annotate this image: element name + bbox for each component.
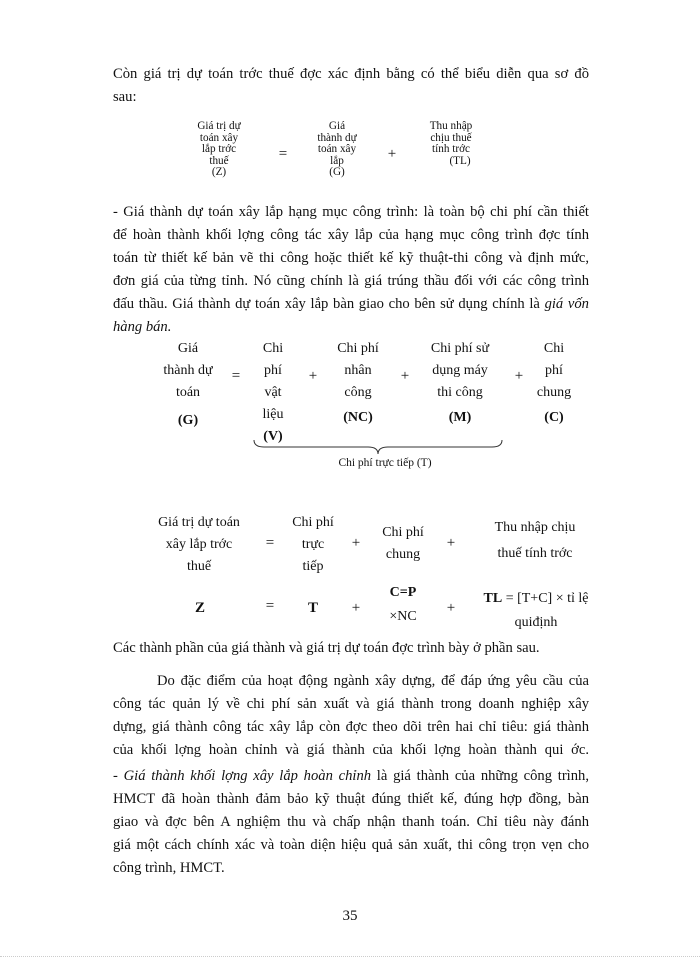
f2-v-line: phí	[264, 363, 282, 378]
f1-g-line: lắp	[330, 154, 344, 167]
f3-tl-line: Thu nhập chịu	[494, 520, 576, 535]
f3-row2-plus-1: +	[351, 600, 361, 616]
f3-row2-equals: =	[265, 598, 275, 614]
f3-c-block	[372, 522, 434, 566]
para3-line-text: là giá thành của những công trình,	[371, 768, 589, 784]
paragraph-3	[113, 765, 589, 880]
f1-z-line: Giá trị dự	[197, 120, 241, 132]
para3-line	[113, 765, 589, 788]
f1-g-line: Giá	[328, 120, 346, 132]
f3-t-line: Chi phí	[292, 515, 334, 530]
f2-plus-3: +	[514, 368, 524, 384]
f2-g-line: thành dự	[163, 363, 213, 378]
f2-m-line: dụng máy	[432, 363, 488, 378]
f1-tl-line: chịu thuế	[430, 131, 472, 144]
page-number: 35	[342, 908, 358, 924]
f3-t-symbol: T	[307, 600, 318, 616]
f2-g-line: Giá	[177, 341, 199, 356]
f3-z-block	[141, 512, 257, 578]
components-line: Các thành phần của giá thành và giá trị dự toán đợc trình bày ở phần sau.	[113, 640, 540, 656]
f3-tl-rest: = [T+C] × tỉ lệ	[502, 591, 589, 606]
f1-tl-line: Thu nhập	[429, 120, 473, 132]
f1-g-line: toán xây	[317, 143, 357, 155]
f2-equals: =	[231, 368, 241, 384]
para1-line-text: đấu thầu. Giá thành dự toán xây lắp bàn giao cho bên sử dụng chính là	[113, 296, 545, 312]
f3-plus-1: +	[351, 535, 361, 551]
f3-tl-formula-line: quiđịnh	[514, 615, 558, 630]
f3-tl-bold: TL	[483, 591, 503, 606]
f2-g-block	[150, 338, 226, 432]
f3-c-formula-line: ×NC	[389, 609, 417, 624]
f1-g-line: (G)	[329, 166, 345, 178]
f2-g-symbol: (G)	[177, 413, 199, 428]
f1-equals: =	[278, 146, 288, 162]
f1-z-block	[184, 121, 254, 179]
para3-line: giao và đợc bên A nghiệm thu và chấp nhận thanh toán. Chỉ tiêu này đánh	[113, 814, 589, 830]
f3-t-block	[283, 512, 343, 578]
f3-tl-line: thuế tính trớc	[497, 546, 573, 561]
paragraph-2	[113, 670, 589, 762]
f2-nc-line: Chi phí	[337, 341, 379, 356]
f2-m-symbol: (M)	[448, 410, 472, 425]
f2-nc-block	[325, 338, 391, 429]
para1-line: toán từ thiết kế bản vẽ thi công hoặc thiết kế kỹ thuật-thi công và định mức,	[113, 250, 589, 266]
f3-tl-block	[475, 517, 595, 565]
para1-italic-text: giá vốn	[544, 296, 589, 312]
f1-z-line: lắp trớc	[201, 143, 237, 155]
f2-v-line: liệu	[262, 407, 284, 422]
f1-z-line: toán xây	[199, 131, 239, 144]
para1-line: để hoàn thành khối lợng công tác xây lắp của hạng mục công trình đợc tính	[113, 227, 589, 243]
f2-v-line: Chi	[262, 341, 284, 356]
f2-m-line: thi công	[437, 385, 483, 400]
f3-c-line: chung	[385, 547, 421, 562]
f1-g-line: thành dự	[317, 131, 357, 144]
para1-line: - Giá thành dự toán xây lắp hạng mục công trình: là toàn bộ chi phí cần thiết	[113, 204, 589, 220]
f1-z-line: (Z)	[211, 166, 227, 178]
para1-last-line: hàng bán.	[113, 319, 172, 335]
f3-z-line: Giá trị dự toán	[158, 515, 240, 530]
f1-z-line: thuế	[209, 154, 229, 167]
f3-c-formula-line: C=P	[389, 585, 417, 600]
f3-c-formula	[375, 582, 431, 628]
f2-nc-line: công	[344, 385, 372, 400]
f2-brace-label: Chi phí trực tiếp (T)	[338, 457, 432, 469]
para3-line: giá một cách chính xác và toàn diện hiệu quả sản xuất, thi công trọn vẹn cho	[113, 837, 589, 853]
f3-z-symbol: Z	[194, 600, 205, 616]
paragraph-1	[113, 201, 589, 339]
f3-t-line: tiếp	[302, 559, 324, 574]
f1-plus: +	[387, 146, 397, 162]
para3-italic-text: - Giá thành khối lợng xây lắp hoàn chỉnh	[113, 768, 372, 784]
intro-line-2: sau:	[113, 89, 137, 105]
f3-row2-plus-2: +	[446, 600, 456, 616]
para2-line: Do đặc điểm của hoạt động ngành xây dựng, để đáp ứng yêu cầu của	[157, 673, 589, 689]
f2-c-symbol: (C)	[544, 410, 564, 425]
f2-c-line: chung	[536, 385, 572, 400]
f3-plus-2: +	[446, 535, 456, 551]
f1-tl-line: (TL)	[449, 154, 471, 167]
f2-plus-1: +	[308, 368, 318, 384]
para2-line: công tác quản lý về chi phí sản xuất và giá thành trong doanh nghiệp xây	[113, 696, 589, 712]
f2-v-line: vật	[264, 385, 282, 400]
f2-c-line: phí	[545, 363, 563, 378]
para1-line	[113, 293, 589, 316]
f1-tl-block	[413, 121, 489, 167]
para3-line: HMCT đã hoàn thành đảm bảo kỹ thuật đúng thiết kế, đúng hợp đồng, bàn	[113, 791, 589, 807]
f2-c-block	[525, 338, 583, 429]
page-bottom-rule	[0, 956, 700, 957]
f2-g-line: toán	[175, 385, 201, 400]
f2-nc-line: nhân	[344, 363, 372, 378]
f3-tl-formula-line	[466, 588, 606, 610]
f3-equals: =	[265, 535, 275, 551]
f3-z-line: xây lắp trớc	[165, 537, 233, 552]
direct-cost-brace	[252, 438, 504, 458]
f3-t-line: trực	[301, 537, 325, 552]
para2-line: của khối lợng hoàn chỉnh và giá thành của khối lợng hoàn thành qui ớc.	[113, 742, 589, 758]
f2-v-block	[250, 338, 296, 448]
f2-m-line: Chi phí sử	[430, 341, 490, 356]
f3-c-line: Chi phí	[382, 525, 424, 540]
intro-line-1: Còn giá trị dự toán trớc thuế đợc xác định bằng có thể biểu diễn qua sơ đồ	[113, 66, 589, 82]
f1-tl-line: tính trớc	[432, 143, 470, 155]
f2-m-block	[414, 338, 506, 429]
f3-tl-formula	[466, 588, 606, 634]
f1-g-block	[302, 121, 372, 179]
f2-nc-symbol: (NC)	[343, 410, 373, 425]
f3-z-line: thuế	[186, 559, 212, 574]
f2-v-symbol: (V)	[263, 429, 283, 444]
f2-plus-2: +	[400, 368, 410, 384]
f2-c-line: Chi	[543, 341, 565, 356]
para2-line: dựng, giá thành công tác xây lắp còn đợc theo dõi trên hai chỉ tiêu: giá thành	[113, 719, 589, 735]
para1-line: đơn giá của từng tỉnh. Nó cũng chính là giá trúng thầu đối với các công trình	[113, 273, 589, 289]
para3-last-line: công trình, HMCT.	[113, 860, 225, 876]
